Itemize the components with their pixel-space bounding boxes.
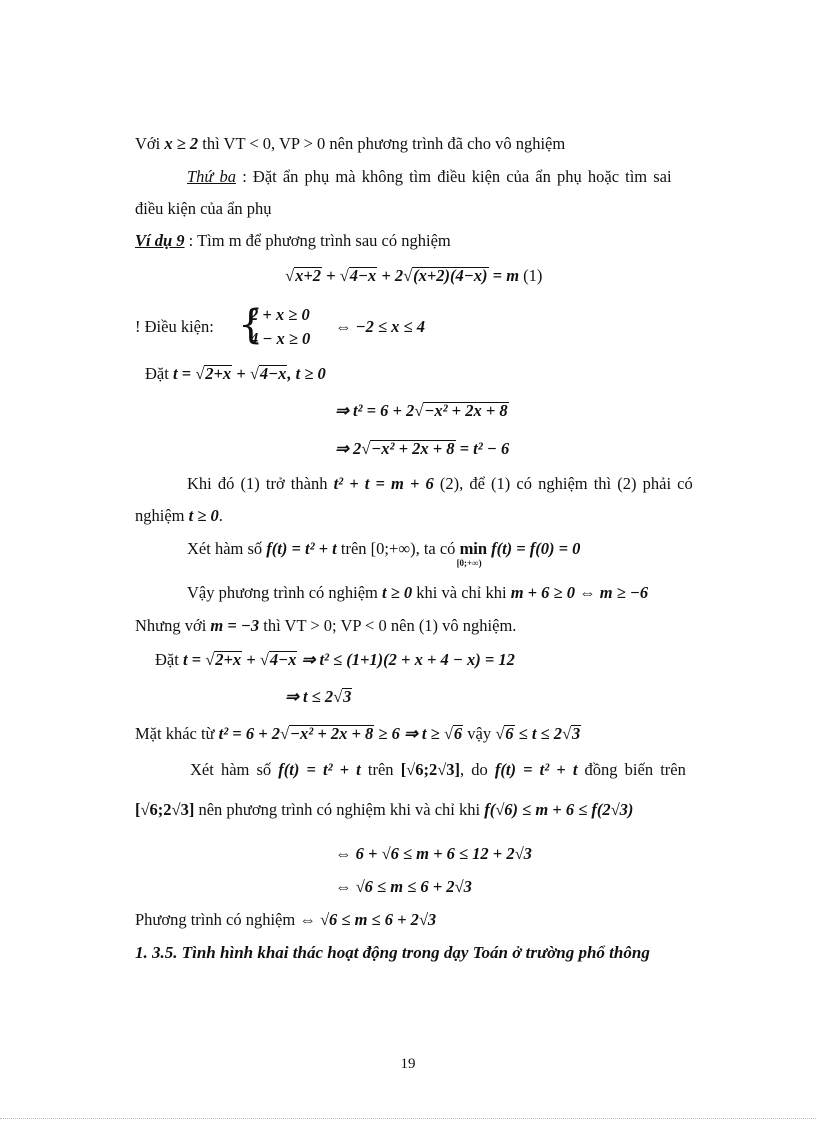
xet1-math: f(t) = t² + t <box>266 539 337 558</box>
xet2-mid: trên <box>360 760 401 779</box>
mat-pre: Mặt khác từ <box>135 724 219 743</box>
equation-2: ⇒ t² = 6 + 2√−x² + 2x + 8 <box>335 401 508 420</box>
mat-m1: t² = 6 + 2 <box>218 724 280 743</box>
dat-line-2: Đặt t = √2+x + √4−x ⇒ t² ≤ (1+1)(2 + x + 4 − x) = 12 <box>155 650 515 669</box>
thu-ba-label: Thứ ba <box>187 167 237 186</box>
nen-line <box>135 799 633 821</box>
nen-interval: [√6;2√3] <box>135 800 195 819</box>
khi-do-line <box>187 473 693 495</box>
l3-text: điều kiện của ẩn phụ <box>135 199 272 218</box>
xet2-math2: f(t) = t² + t <box>494 760 578 779</box>
nghiem-post: . <box>218 506 223 525</box>
nghiem-math: t ≥ 0 <box>188 506 219 525</box>
l2-text: : Đặt ẩn phụ mà không tìm điều kiện của ẩn phụ hoặc tìm sai <box>236 167 672 186</box>
pt-math: ⇔ √6 ≤ m ≤ 6 + 2√3 <box>299 910 437 929</box>
footer-divider <box>0 1118 816 1119</box>
vay-pre: Vậy phương trình có nghiệm <box>187 583 383 602</box>
vay-m1: t ≥ 0 <box>382 583 413 602</box>
t-bound: ⇒ t ≤ 2√3 <box>285 687 352 706</box>
xet2-math: f(t) = t² + t <box>278 760 361 779</box>
dat-line-1: Đặt t = √2+x + √4−x, t ≥ 0 <box>145 364 326 383</box>
nhung-math: m = −3 <box>210 616 260 635</box>
xet2-post: đồng biến trên <box>577 760 686 779</box>
nen-math: f(√6) ≤ m + 6 ≤ f(2√3) <box>484 800 634 819</box>
example-heading <box>135 230 451 252</box>
eq3-pre: ⇒ 2 <box>335 439 362 458</box>
text-line-3 <box>135 198 272 220</box>
xet2-do: , do <box>460 760 495 779</box>
vay-mid: khi và chỉ khi <box>412 583 511 602</box>
dat2-tail: ⇒ t² ≤ (1+1)(2 + x + 4 − x) = 12 <box>297 650 515 669</box>
eq2-a: ⇒ t² = 6 + 2 <box>335 401 415 420</box>
equiv-line-2: ⇔ √6 ≤ m ≤ 6 + 2√3 <box>335 877 472 896</box>
nhung-line <box>135 615 516 637</box>
xet1-pre: Xét hàm số <box>187 539 267 558</box>
xet2-pre: Xét hàm số <box>190 760 279 779</box>
condition-result: ⇔ −2 ≤ x ≤ 4 <box>335 317 425 336</box>
mat-rad: −x² + 2x + 8 <box>290 724 374 743</box>
vi-du-label: Ví dụ 9 <box>135 231 185 250</box>
nhung-pre: Nhưng với <box>135 616 211 635</box>
eq3-post: = t² − 6 <box>455 439 510 458</box>
text-line-2 <box>187 166 672 188</box>
nghiem-line <box>135 505 223 527</box>
condition-label <box>135 316 214 338</box>
min-operator: min <box>459 539 488 558</box>
l1-post: thì VT < 0, VP > 0 nên phương trình đã cho vô nghiệm <box>198 134 566 153</box>
equation-3: ⇒ 2√−x² + 2x + 8 = t² − 6 <box>335 439 510 458</box>
xet-ham-so-2 <box>190 759 686 781</box>
khi-math: t² + t = m + 6 <box>333 474 434 493</box>
l4-text: : Tìm m để phương trình sau có nghiệm <box>184 231 451 250</box>
mat-vay: vậy <box>463 724 496 743</box>
cond-row-2: 4 − x ≥ 0 <box>250 329 311 348</box>
equation-1: √x+2 + √4−x + 2√(x+2)(4−x) = m (1) <box>285 266 543 285</box>
l1-pre: Với <box>135 134 165 153</box>
vay-m2: m + 6 ≥ 0 ⇔ m ≥ −6 <box>510 583 649 602</box>
section-heading: 1. 3.5. Tình hình khai thác hoạt động trong dạy Toán ở trường phổ thông <box>135 943 650 962</box>
vay-line <box>187 582 648 604</box>
mat-m2: ≥ 6 ⇒ t ≥ <box>374 724 444 743</box>
dat1-tail: , t ≥ 0 <box>287 364 326 383</box>
conclusion-line <box>135 909 436 931</box>
page-number: 19 <box>400 1056 416 1072</box>
nghiem-pre: nghiệm <box>135 506 189 525</box>
mat-khac-line: Mặt khác từ t² = 6 + 2√−x² + 2x + 8 ≥ 6 ⇒ t ≥ √6 vậy √6 ≤ t ≤ 2√3 <box>135 724 581 743</box>
nhung-post: thì VT > 0; VP < 0 nên (1) vô nghiệm. <box>259 616 517 635</box>
eq1-tag: (1) <box>519 266 543 285</box>
pt-pre: Phương trình có nghiệm <box>135 910 300 929</box>
eq3-rad: −x² + 2x + 8 <box>371 439 455 458</box>
xet1-mid: trên [0;+∞), ta có <box>336 539 460 558</box>
dat2-label: Đặt <box>155 650 183 669</box>
mat-m3: ≤ t ≤ 2 <box>514 724 562 743</box>
khi-post: (2), để (1) có nghiệm thì (2) phải có <box>433 474 693 493</box>
xet1-res: f(t) = f(0) = 0 <box>491 539 581 558</box>
nen-text: nên phương trình có nghiệm khi và chỉ khi <box>194 800 485 819</box>
xet-ham-so-1 <box>187 538 581 568</box>
text-line-1 <box>135 133 565 155</box>
min-subscript: [0;+∞) <box>456 558 482 568</box>
tle-pre: ⇒ t ≤ 2 <box>285 687 334 706</box>
equiv-line-1: ⇔ 6 + √6 ≤ m + 6 ≤ 12 + 2√3 <box>335 844 532 863</box>
left-brace-icon: { <box>238 302 264 348</box>
cond-label: ! Điều kiện: <box>135 317 214 336</box>
khi-pre: Khi đó (1) trở thành <box>187 474 334 493</box>
dat1-label: Đặt <box>145 364 173 383</box>
eq2-rad: −x² + 2x + 8 <box>424 401 508 420</box>
xet2-interval: [√6;2√3] <box>400 760 461 779</box>
cond-row-1: 2 + x ≥ 0 <box>250 305 310 324</box>
l1-math: x ≥ 2 <box>164 134 199 153</box>
